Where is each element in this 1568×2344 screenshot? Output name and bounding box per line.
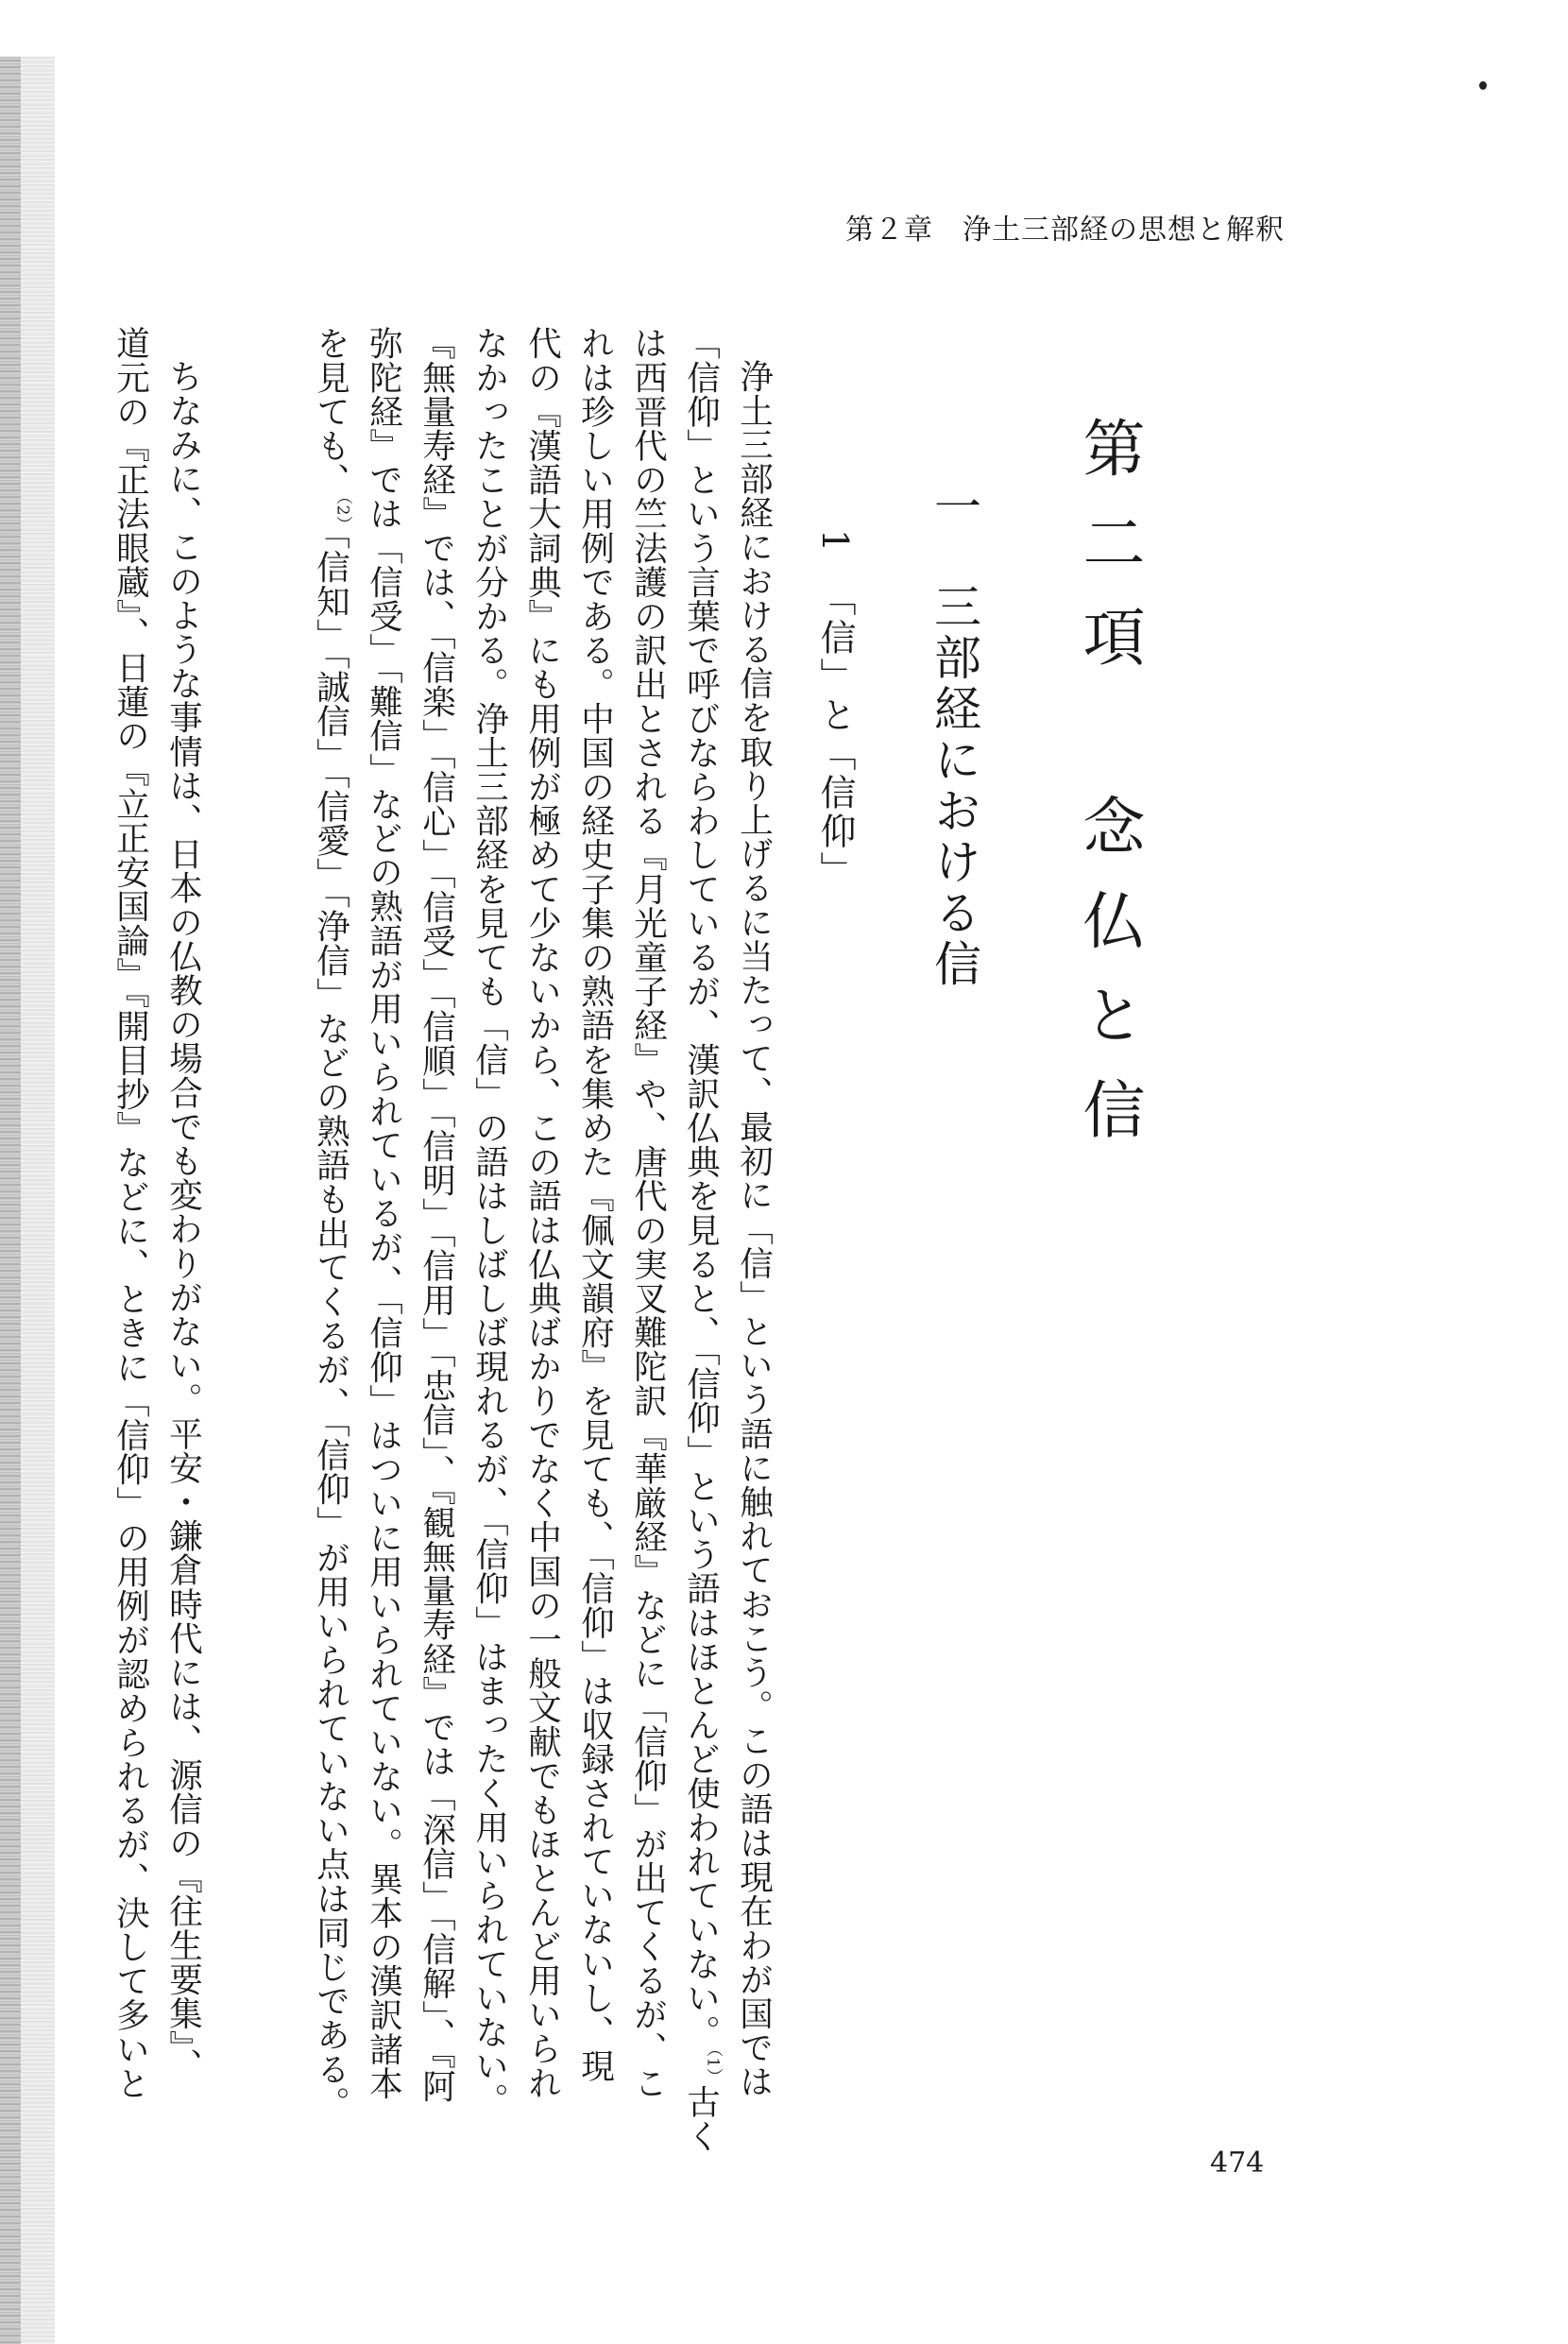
body-column-1: 浄土三部経における信を取り上げるに当たって、最初に「信」という語に触れておこう。この語は現在わが国では xyxy=(734,359,774,2099)
subsection-heading xyxy=(927,482,981,990)
body-column-5: 代の『漢語大詞典』にも用例が極めて少ないから、この語は仏典ばかりでなく中国の一般文献でもほとんど用いられ xyxy=(522,326,562,2100)
footnote-marker-1: （1） xyxy=(703,2048,723,2085)
body-column-4: れは珍しい用例である。中国の経史子集の熟語を集めた『佩文韻府』を見ても、「信仰」は収録されていないし、現 xyxy=(575,326,615,2083)
section-title: 第二項 念仏と信 xyxy=(1072,416,1145,1172)
body-column-10: ちなみに、このような事情は、日本の仏教の場合でも変わりがない。平安・鎌倉時代には、源信の『往生要集』、 xyxy=(163,359,203,2082)
body-column-11: 道元の『正法眼蔵』、日蓮の『立正安国論』『開目抄』などに、ときに「信仰」の用例が認められるが、決して多いと xyxy=(111,326,150,2100)
body-column-7: 『無量寿経』では、「信楽」「信心」「信受」「信順」「信明」「信用」「忠信」、『観無量寿経』では「深信」「信解」、『阿 xyxy=(417,326,456,2103)
scan-shadow-edge xyxy=(0,57,55,2344)
body-column-6: なかったことが分かる。浄土三部経を見ても「信」の語はしばしば現れるが、「信仰」はまったく用いられていない。 xyxy=(469,326,509,2117)
item-heading xyxy=(814,529,856,891)
body-column-3: は西晋代の竺法護の訳出とされる『月光童子経』や、唐代の実叉難陀訳『華厳経』などに「信仰」が出てくるが、こ xyxy=(628,326,668,2100)
running-head: 第２章 浄土三部経の思想と解釈 xyxy=(845,214,1285,247)
subsection-number: 一 xyxy=(927,482,981,582)
item-number: 1 xyxy=(814,529,856,581)
scan-binding-shadow xyxy=(0,57,21,2344)
body-column-8: 弥陀経』では「信受」「難信」などの熟語が用いられているが、「信仰」はついに用いられていない。異本の漢訳諸本 xyxy=(364,326,403,2100)
subsection-title: 三部経における信 xyxy=(927,582,981,990)
page-number: 474 xyxy=(1210,2147,1265,2180)
item-title: 「信」と「信仰」 xyxy=(814,580,856,891)
body-column-9: を見ても、$^{(2)}$「信知」「誠信」「信愛」「浄信」などの熟語も出てくるが、「信仰」が用いられていない点は同じである。 xyxy=(311,326,352,2120)
scan-speck xyxy=(1479,81,1487,90)
body-column-2: 「信仰」という言葉で呼びならわしているが、漢訳仏典を見ると、「信仰」という語はほとんど使われていない。$^{(1)}$古く xyxy=(681,326,723,2153)
footnote-marker-2: （2） xyxy=(332,496,352,533)
